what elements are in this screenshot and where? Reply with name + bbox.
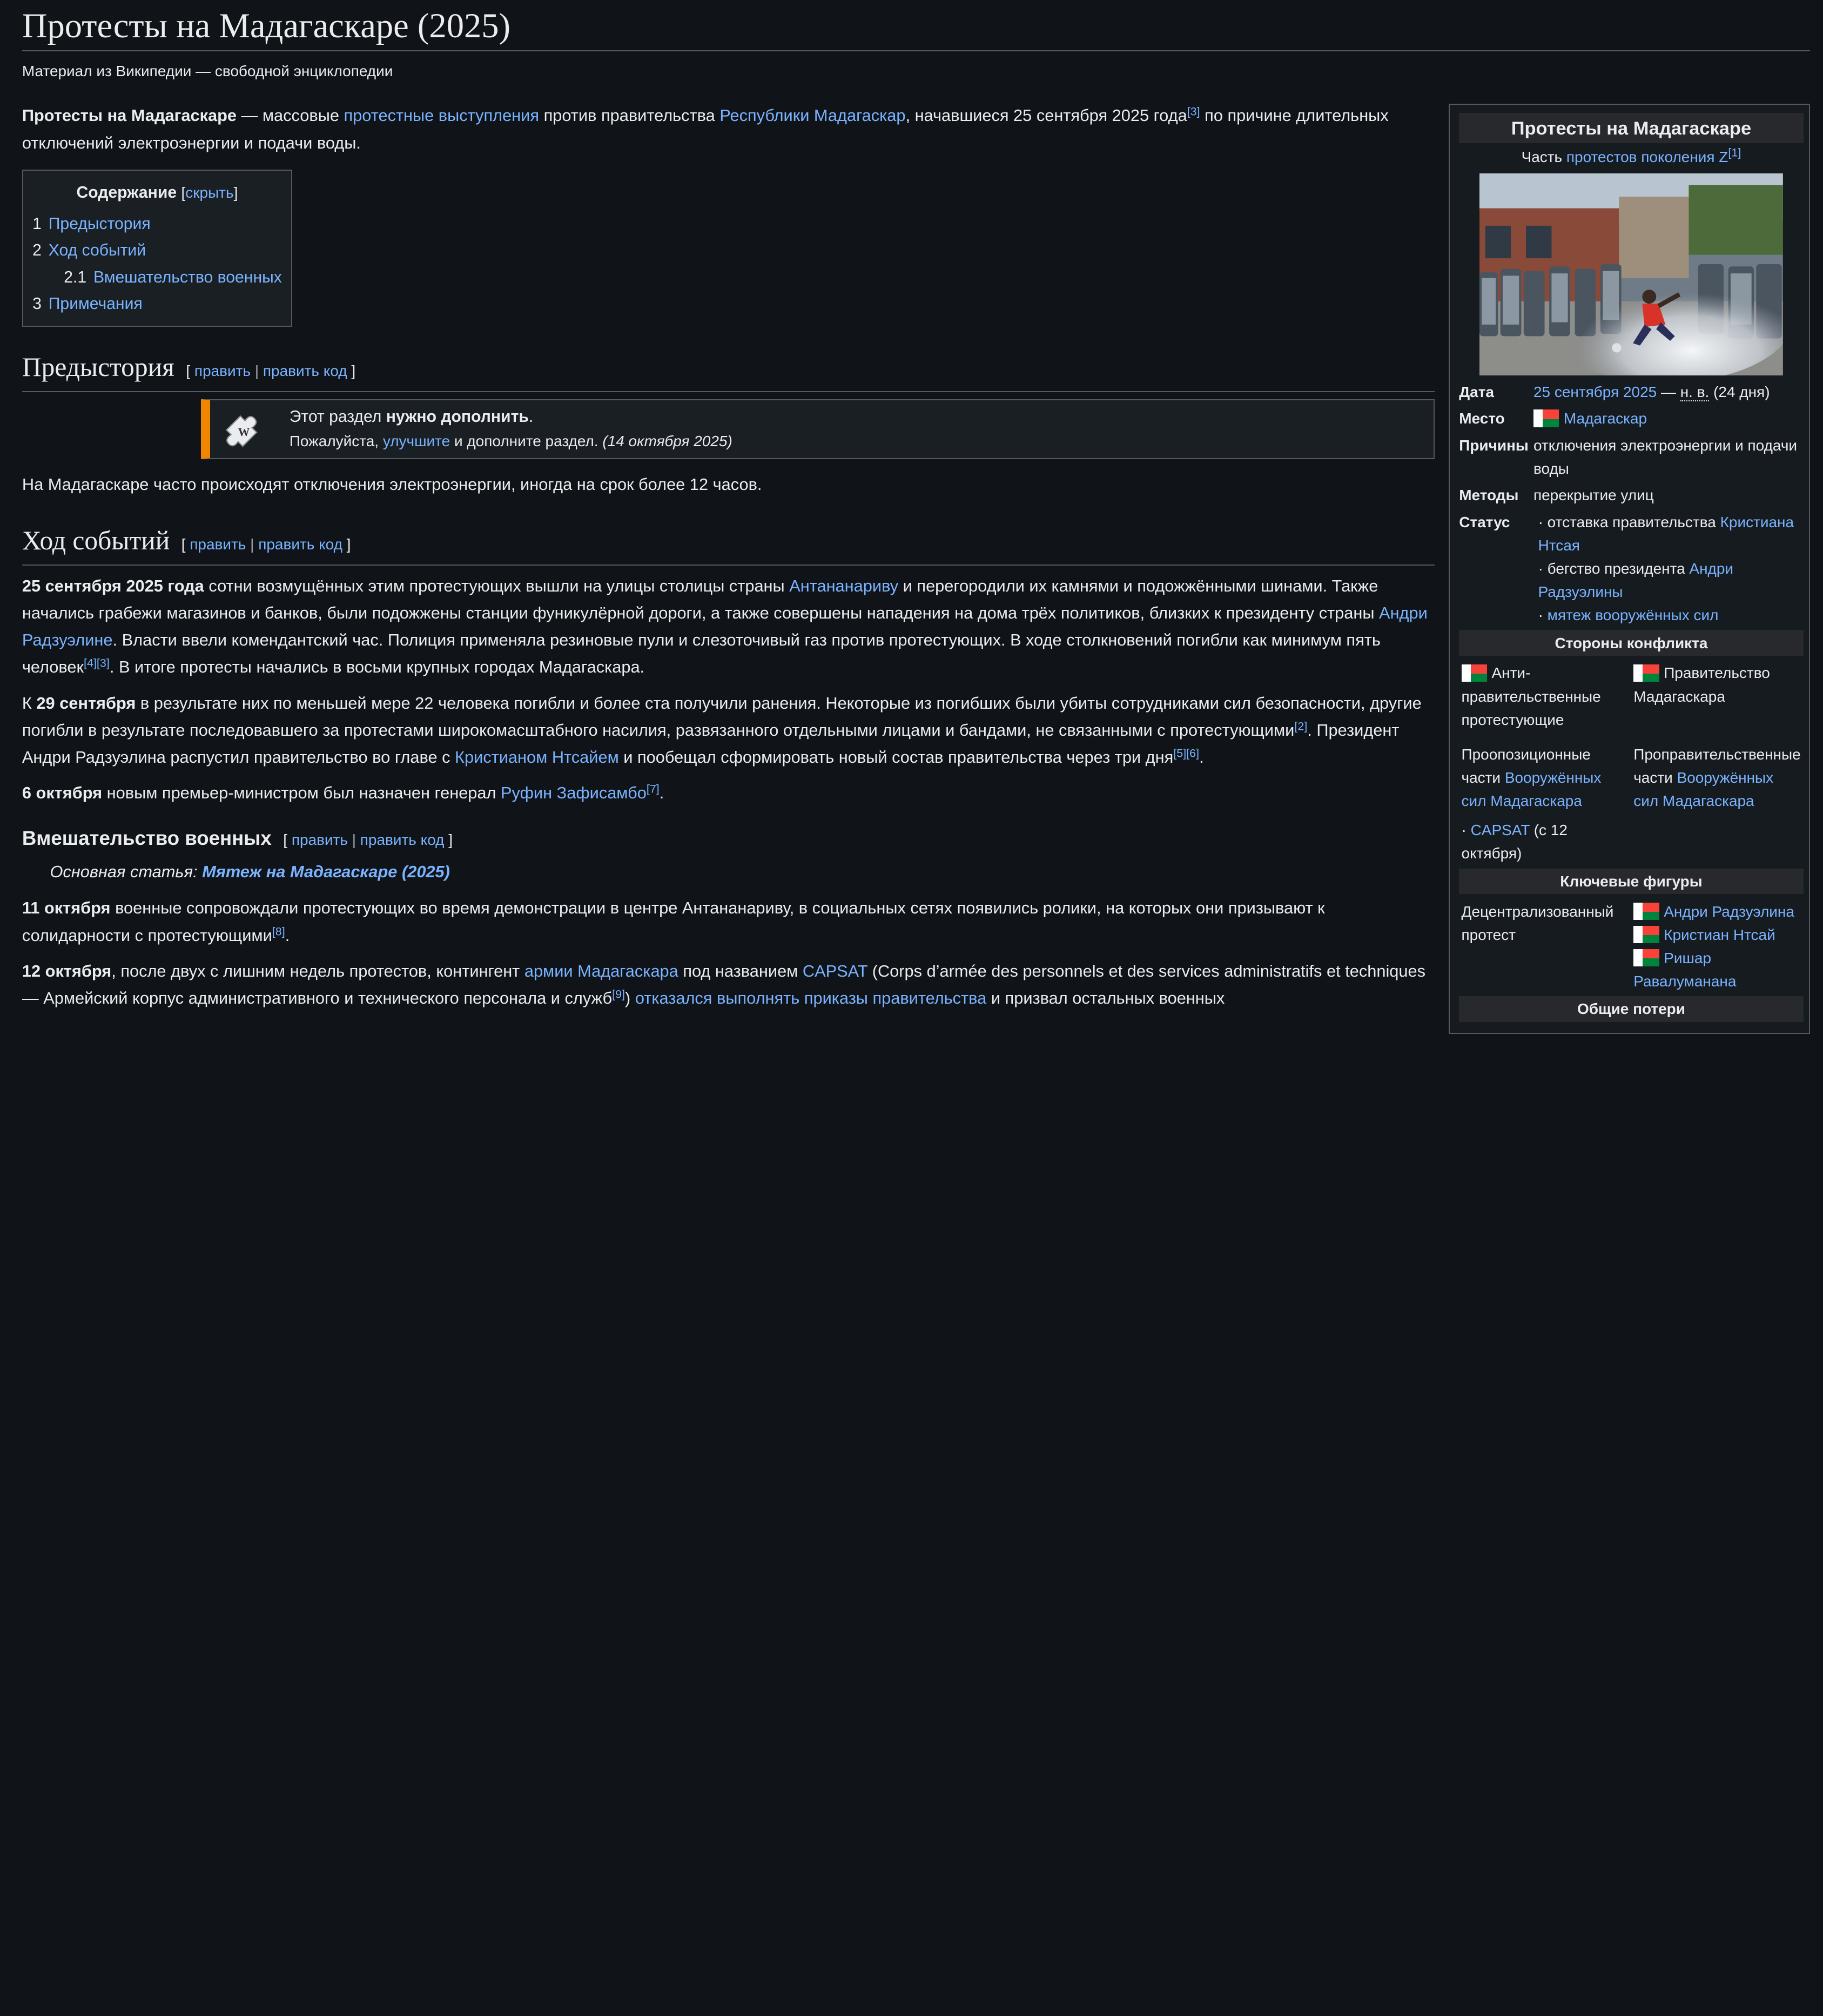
status-item: · мятеж вооружённых сил xyxy=(1538,606,1719,623)
text: и призвал остальных военных xyxy=(986,989,1225,1008)
ref-link[interactable]: [8] xyxy=(272,924,285,938)
text: Правительство Мадагаскара xyxy=(1633,664,1770,705)
abbr-present: н. в. xyxy=(1680,383,1710,400)
edit-code-link[interactable]: править код xyxy=(263,362,347,379)
text: . xyxy=(528,408,534,426)
infobox-part-of xyxy=(1459,145,1803,169)
row-label: Дата xyxy=(1459,383,1494,400)
text: Проправительственные части xyxy=(1633,746,1801,787)
link-refused-orders[interactable]: отказался выполнять приказы правительства xyxy=(635,989,987,1008)
link-rajoelina-status[interactable]: Андри Радзуэлины xyxy=(1538,560,1734,600)
text: (24 дня) xyxy=(1709,383,1770,400)
link-rajoelina[interactable]: Андри Радзуэлине xyxy=(22,603,1428,650)
madagascar-flag-icon xyxy=(1633,903,1659,920)
link-main-article[interactable]: Мятеж на Мадагаскаре (2025) xyxy=(202,862,450,882)
date-bold: 11 октября xyxy=(22,898,111,918)
toc-hide-link[interactable]: скрыть xyxy=(185,184,234,201)
section-heading-background xyxy=(22,350,1435,392)
link-madagascar[interactable]: Мадагаскар xyxy=(1563,410,1647,427)
section-edit-links: [ править | править код ] xyxy=(283,831,453,848)
date-bold: 12 октября xyxy=(22,961,112,980)
text: по причине длительных отключений электроэнергии и подачи воды. xyxy=(22,106,1389,152)
article-content xyxy=(22,102,1435,1020)
side-left xyxy=(1459,661,1631,731)
toc-num: 2 xyxy=(32,241,42,260)
madagascar-flag-icon xyxy=(1633,926,1659,943)
text: . xyxy=(1199,748,1204,767)
text: . Президент Андри Радзуэлина распустил правительство во главе с xyxy=(22,720,1400,767)
infobox-losses-heading: Общие потери xyxy=(1459,996,1803,1022)
protest-photo[interactable] xyxy=(1479,173,1783,376)
link-genz-protests[interactable]: протестов поколения Z xyxy=(1566,148,1728,165)
text: К xyxy=(22,693,37,713)
date-bold: 25 сентября 2025 года xyxy=(22,576,204,595)
text: , после двух с лишним недель протестов, контингент xyxy=(111,961,524,980)
side-left-military xyxy=(1459,743,1631,812)
toc-num: 2.1 xyxy=(64,268,87,286)
link-zafisambo[interactable]: Руфин Зафисамбо xyxy=(501,783,647,803)
row-value: перекрытие улиц xyxy=(1533,487,1654,504)
toc-item-notes[interactable] xyxy=(32,291,282,318)
link-ntsay[interactable]: Кристианом Нтсайем xyxy=(455,748,619,767)
text: Этот раздел xyxy=(289,408,386,426)
infobox xyxy=(1449,104,1810,1034)
text: . xyxy=(285,925,290,945)
section-edit-links: [ править | править код ] xyxy=(181,536,351,553)
row-label: Методы xyxy=(1459,487,1519,504)
figures-row xyxy=(1459,900,1803,993)
text: против правительства xyxy=(539,106,720,125)
edit-code-link[interactable]: править код xyxy=(258,536,342,553)
link-figure-ntsay[interactable]: Кристиан Нтсай xyxy=(1664,926,1775,943)
ref-link[interactable]: [2] xyxy=(1294,720,1308,733)
date-bold: 6 октября xyxy=(22,783,103,803)
background-paragraph: На Мадагаскаре часто происходят отключения электроэнергии, иногда на срок более 12 часов. xyxy=(22,474,762,494)
table-of-contents xyxy=(22,170,292,326)
expand-section-notice xyxy=(201,399,1435,460)
toc-item-military[interactable] xyxy=(32,264,282,291)
infobox-title: Протесты на Мадагаскаре xyxy=(1459,113,1803,143)
military-paragraph-1 xyxy=(22,895,1435,949)
row-value xyxy=(1533,407,1804,430)
link-figure-ravalomanana[interactable]: Ришар Равалуманана xyxy=(1633,949,1737,990)
toc-num: 1 xyxy=(32,214,42,233)
sides-row-military xyxy=(1459,743,1803,812)
text: и пообещал сформировать новый состав правительства через три дня xyxy=(618,748,1174,767)
toc-link[interactable]: Ход событий xyxy=(48,241,146,260)
row-value xyxy=(1533,380,1804,404)
madagascar-flag-icon xyxy=(1533,409,1559,427)
side-right-military xyxy=(1631,743,1804,812)
page-tagline: Материал из Википедии — свободной энциклопедии xyxy=(22,63,393,80)
side-right xyxy=(1631,661,1804,731)
toc-link[interactable]: Примечания xyxy=(48,295,143,313)
infobox-row-causes xyxy=(1459,434,1803,480)
section-edit-links: [ править | править код ] xyxy=(186,362,356,379)
military-paragraph-2 xyxy=(22,958,1435,1012)
status-item: · бегство президента Андри Радзуэлины xyxy=(1538,560,1734,600)
madagascar-flag-icon xyxy=(1462,664,1487,682)
svg-text:W: W xyxy=(238,426,250,439)
link-figure-rajoelina[interactable]: Андри Радзуэлина xyxy=(1664,903,1794,920)
events-paragraph-2 xyxy=(22,690,1435,771)
link-mutiny[interactable]: мятеж вооружённых сил xyxy=(1547,606,1719,623)
madagascar-flag-icon xyxy=(1633,949,1659,966)
text: — xyxy=(1657,383,1680,400)
text: Проопозиционные части xyxy=(1461,746,1591,787)
text: Основная статья: xyxy=(50,862,203,882)
text: бегство президента xyxy=(1547,560,1690,577)
edit-code-link[interactable]: править код xyxy=(360,831,445,848)
intro-bold: Протесты на Мадагаскаре xyxy=(22,106,237,125)
puzzle-icon xyxy=(217,407,273,451)
section-title: Вмешательство военных xyxy=(22,826,272,849)
text: и дополните раздел. xyxy=(450,433,603,450)
section-title: Предыстория xyxy=(22,352,174,382)
link-republic[interactable]: Республики Мадагаскар xyxy=(719,106,906,125)
improve-link[interactable]: улучшите xyxy=(382,433,450,450)
link-armed-forces[interactable]: Вооружённых сил Мадагаскара xyxy=(1461,769,1602,810)
link-antananarivo[interactable]: Антананариву xyxy=(789,576,899,595)
text: Анти-правительственные протестующие xyxy=(1461,664,1601,728)
text: и перегородили их камнями и подожжёнными шинами. Также начались грабежи магазинов и банков, были подожжены станции фуникулёрной дороги, а также совершены нападения на дома трёх политиков, близких к президенту страны xyxy=(22,576,1380,623)
row-value xyxy=(1533,510,1804,627)
row-label: Причины xyxy=(1459,436,1529,454)
text: . Власти ввели комендантский час. Полиция применяла резиновые пули и слезоточивый газ против протестующих. В ходе столкновений погибли как минимум пять человек xyxy=(22,630,1381,677)
infobox-row-date xyxy=(1459,380,1803,404)
date-bold: 29 сентября xyxy=(36,693,136,713)
toc-link[interactable]: Предыстория xyxy=(48,214,151,233)
side-left-capsat: · CAPSAT (с 12 октября) xyxy=(1461,822,1568,862)
ref-link[interactable]: [4][3] xyxy=(84,656,110,670)
text: , начавшиеся 25 сентября 2025 года xyxy=(905,106,1187,125)
row-label: Место xyxy=(1459,410,1505,427)
figures-left: Децентрализованный протест xyxy=(1461,903,1614,943)
edit-link[interactable]: править xyxy=(291,831,348,848)
link-capsat[interactable]: CAPSAT xyxy=(1470,822,1530,839)
infobox-figures-heading: Ключевые фигуры xyxy=(1459,869,1803,894)
events-paragraph-3 xyxy=(22,779,1435,807)
ref-link[interactable]: [9] xyxy=(612,987,625,1001)
section-title: Ход событий xyxy=(22,526,170,556)
text: Пожалуйста, xyxy=(289,433,383,450)
text: в результате них по меньшей мере 22 человека погибли и более ста получили ранения. Некоторые из погибших были убиты сотрудниками сил безопасности, другие погибли в результате последовавшего за протестами широкомасштабного насилия, развязанного отдельными лицами и бандами, не связанными с протестующими xyxy=(22,693,1422,740)
toc-heading: Содержание xyxy=(76,183,177,201)
section-heading-military xyxy=(22,823,1435,855)
ref-link[interactable]: [1] xyxy=(1728,146,1741,159)
toc-link[interactable]: Вмешательство военных xyxy=(93,268,282,286)
text: сотни возмущённых этим протестующих вышли на улицы столицы страны xyxy=(204,576,790,595)
text: отставка правительства xyxy=(1547,513,1720,530)
edit-link[interactable]: править xyxy=(190,536,246,553)
text: военные сопровождали протестующих во время демонстрации в центре Антананариву, в социальных сетях появились ролики, на которых они призывают к солидарности с протестующими xyxy=(22,898,1325,945)
sides-row xyxy=(1459,661,1803,731)
row-label: Статус xyxy=(1459,513,1510,530)
edit-link[interactable]: править xyxy=(194,362,251,379)
infobox-row-status xyxy=(1459,510,1803,627)
link-army[interactable]: армии Мадагаскара xyxy=(524,961,678,980)
infobox-sides-heading: Стороны конфликта xyxy=(1459,630,1803,655)
ref-link[interactable]: [3] xyxy=(1187,105,1200,118)
events-paragraph-1 xyxy=(22,573,1435,681)
link-capsat[interactable]: CAPSAT xyxy=(802,961,868,980)
text: (с 12 октября) xyxy=(1461,822,1568,862)
section-heading-events xyxy=(22,523,1435,566)
row-value: отключения электроэнергии и подачи воды xyxy=(1533,436,1798,477)
link-ntsay-status[interactable]: Кристиана Нтсая xyxy=(1538,513,1794,554)
main-article-hatnote xyxy=(22,858,1435,885)
text: ) xyxy=(625,989,635,1008)
text: новым премьер-министром был назначен генерал xyxy=(102,783,501,803)
notice-bold: нужно дополнить xyxy=(386,408,529,426)
toc-title: Содержание [скрыть] xyxy=(76,183,238,201)
text: Часть xyxy=(1521,148,1566,165)
text: (Corps d’armée des personnels et des services administratifs et techniques — Армейский корпус административного и технического персонала и служб xyxy=(22,961,1425,1008)
text: под названием xyxy=(678,961,803,980)
infobox-row-methods xyxy=(1459,483,1803,507)
notice-date: (14 октября 2025) xyxy=(602,433,732,450)
text: — массовые xyxy=(237,106,344,125)
status-item: · отставка правительства Кристиана Нтсая xyxy=(1538,513,1794,554)
madagascar-flag-icon xyxy=(1633,664,1659,682)
protest-photo-image xyxy=(1479,173,1783,376)
text: . В итоге протесты начались в восьми крупных городах Мадагаскара. xyxy=(109,657,645,677)
ref-link[interactable]: [7] xyxy=(646,782,660,796)
link-date[interactable]: 25 сентября 2025 xyxy=(1533,383,1657,400)
toc-item-events[interactable] xyxy=(32,237,282,264)
sides-row-capsat xyxy=(1459,818,1803,865)
toc-num: 3 xyxy=(32,295,42,313)
figures-right xyxy=(1631,900,1804,993)
ref-link[interactable]: [5][6] xyxy=(1173,747,1200,760)
intro-paragraph xyxy=(22,102,1435,156)
infobox-row-place xyxy=(1459,407,1803,430)
toc-item-background[interactable] xyxy=(32,211,282,238)
page-title: Протесты на Мадагаскаре (2025) xyxy=(22,5,1811,51)
link-armed-forces[interactable]: Вооружённых сил Мадагаскара xyxy=(1633,769,1774,810)
link-protests[interactable]: протестные выступления xyxy=(344,106,540,125)
text: . xyxy=(659,783,664,803)
